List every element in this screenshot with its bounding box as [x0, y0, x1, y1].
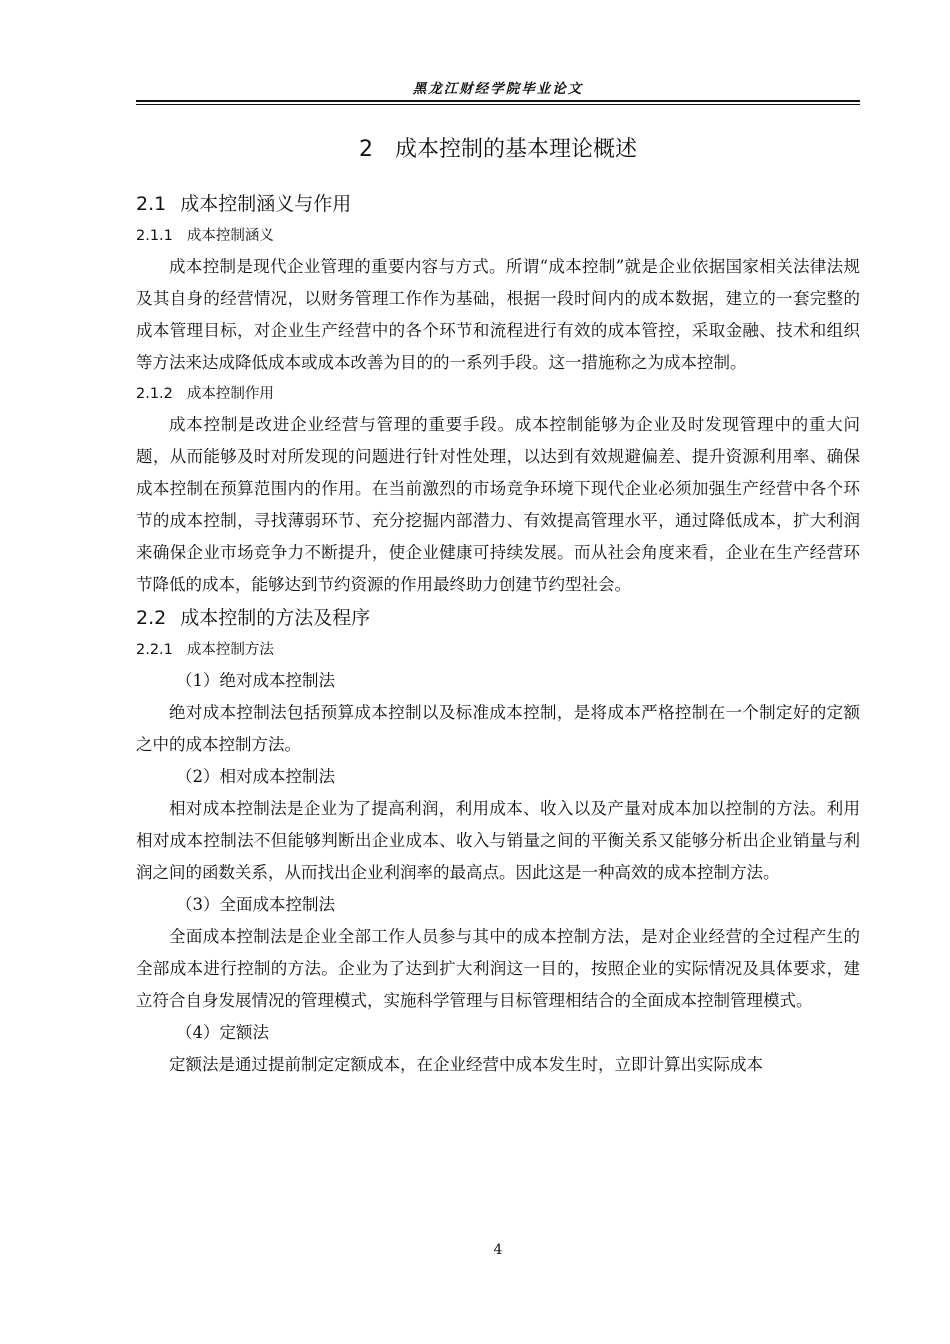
section-heading-2-2 [136, 601, 860, 635]
chapter-number: 2 [358, 137, 373, 162]
section-heading-2-1 [136, 187, 860, 221]
subsection-heading-2-1-2 [136, 379, 860, 409]
paragraph-function: 成本控制是改进企业经营与管理的重要手段。成本控制能够为企业及时发现管理中的重大问题，从而能够及时对所发现的问题进行针对性处理，以达到有效规避偏差、提升资源利用率、确保成本控制在预算范围内的作用。在当前激烈的市场竞争环境下现代企业必须加强生产经营中各个环节的成本控制，寻找薄弱环节、充分挖掘内部潜力、有效提高管理水平，通过降低成本，扩大利润来确保企业市场竞争力不断提升，使企业健康可持续发展。而从社会角度来看，企业在生产经营环节降低的成本，能够达到节约资源的作用最终助力创建节约型社会。 [136, 415, 860, 594]
subsection-title: 成本控制作用 [186, 386, 274, 402]
method-4-text: 定额法是通过提前制定定额成本，在企业经营中成本发生时，立即计算出实际成本 [169, 1055, 763, 1074]
subsection-number: 2.1.1 [136, 228, 173, 244]
subsection-title: 成本控制涵义 [186, 228, 274, 244]
paragraph-definition: 成本控制是现代企业管理的重要内容与方式。所谓“成本控制”就是企业依据国家相关法律法规及其自身的经营情况，以财务管理工作作为基础，根据一段时间内的成本数据，建立的一套完整的成本管理目标，对企业生产经营中的各个环节和流程进行有效的成本管控，采取金融、技术和组织等方法来达成降低成本或成本改善为目的的一系列手段。这一措施称之为成本控制。 [136, 257, 860, 372]
method-4-title: （4）定额法 [176, 1023, 269, 1042]
subsection-title: 成本控制方法 [186, 642, 274, 658]
page-number: 4 [493, 1242, 503, 1258]
method-2-title: （2）相对成本控制法 [176, 767, 335, 786]
chapter-title-text: 成本控制的基本理论概述 [394, 137, 637, 162]
page-body [136, 130, 860, 1081]
subsection-number: 2.1.2 [136, 386, 173, 402]
subsection-number: 2.2.1 [136, 642, 173, 658]
section-number: 2.2 [136, 607, 167, 629]
running-header: 黑龙江财经学院毕业论文 [412, 81, 584, 97]
section-title: 成本控制的方法及程序 [180, 607, 371, 629]
section-number: 2.1 [136, 193, 167, 215]
method-3-text: 全面成本控制法是企业全部工作人员参与其中的成本控制方法，是对企业经营的全过程产生的全部成本进行控制的方法。企业为了达到扩大利润这一目的，按照企业的实际情况及具体要求，建立符合自身发展情况的管理模式，实施科学管理与目标管理相结合的全面成本控制管理模式。 [136, 927, 860, 1010]
method-1-title: （1）绝对成本控制法 [176, 671, 335, 690]
chapter-title [136, 130, 860, 170]
method-2-text: 相对成本控制法是企业为了提高利润，利用成本、收入以及产量对成本加以控制的方法。利用相对成本控制法不但能够判断出企业成本、收入与销量之间的平衡关系又能够分析出企业销量与利润之间的函数关系，从而找出企业利润率的最高点。因此这是一种高效的成本控制方法。 [136, 799, 860, 882]
subsection-heading-2-2-1 [136, 635, 860, 665]
method-1-text: 绝对成本控制法包括预算成本控制以及标准成本控制，是将成本严格控制在一个制定好的定额之中的成本控制方法。 [136, 703, 860, 754]
section-title: 成本控制涵义与作用 [180, 193, 352, 215]
subsection-heading-2-1-1 [136, 221, 860, 251]
header-rule-thick [136, 100, 860, 102]
header-rule-thin [136, 104, 860, 105]
method-3-title: （3）全面成本控制法 [176, 895, 335, 914]
